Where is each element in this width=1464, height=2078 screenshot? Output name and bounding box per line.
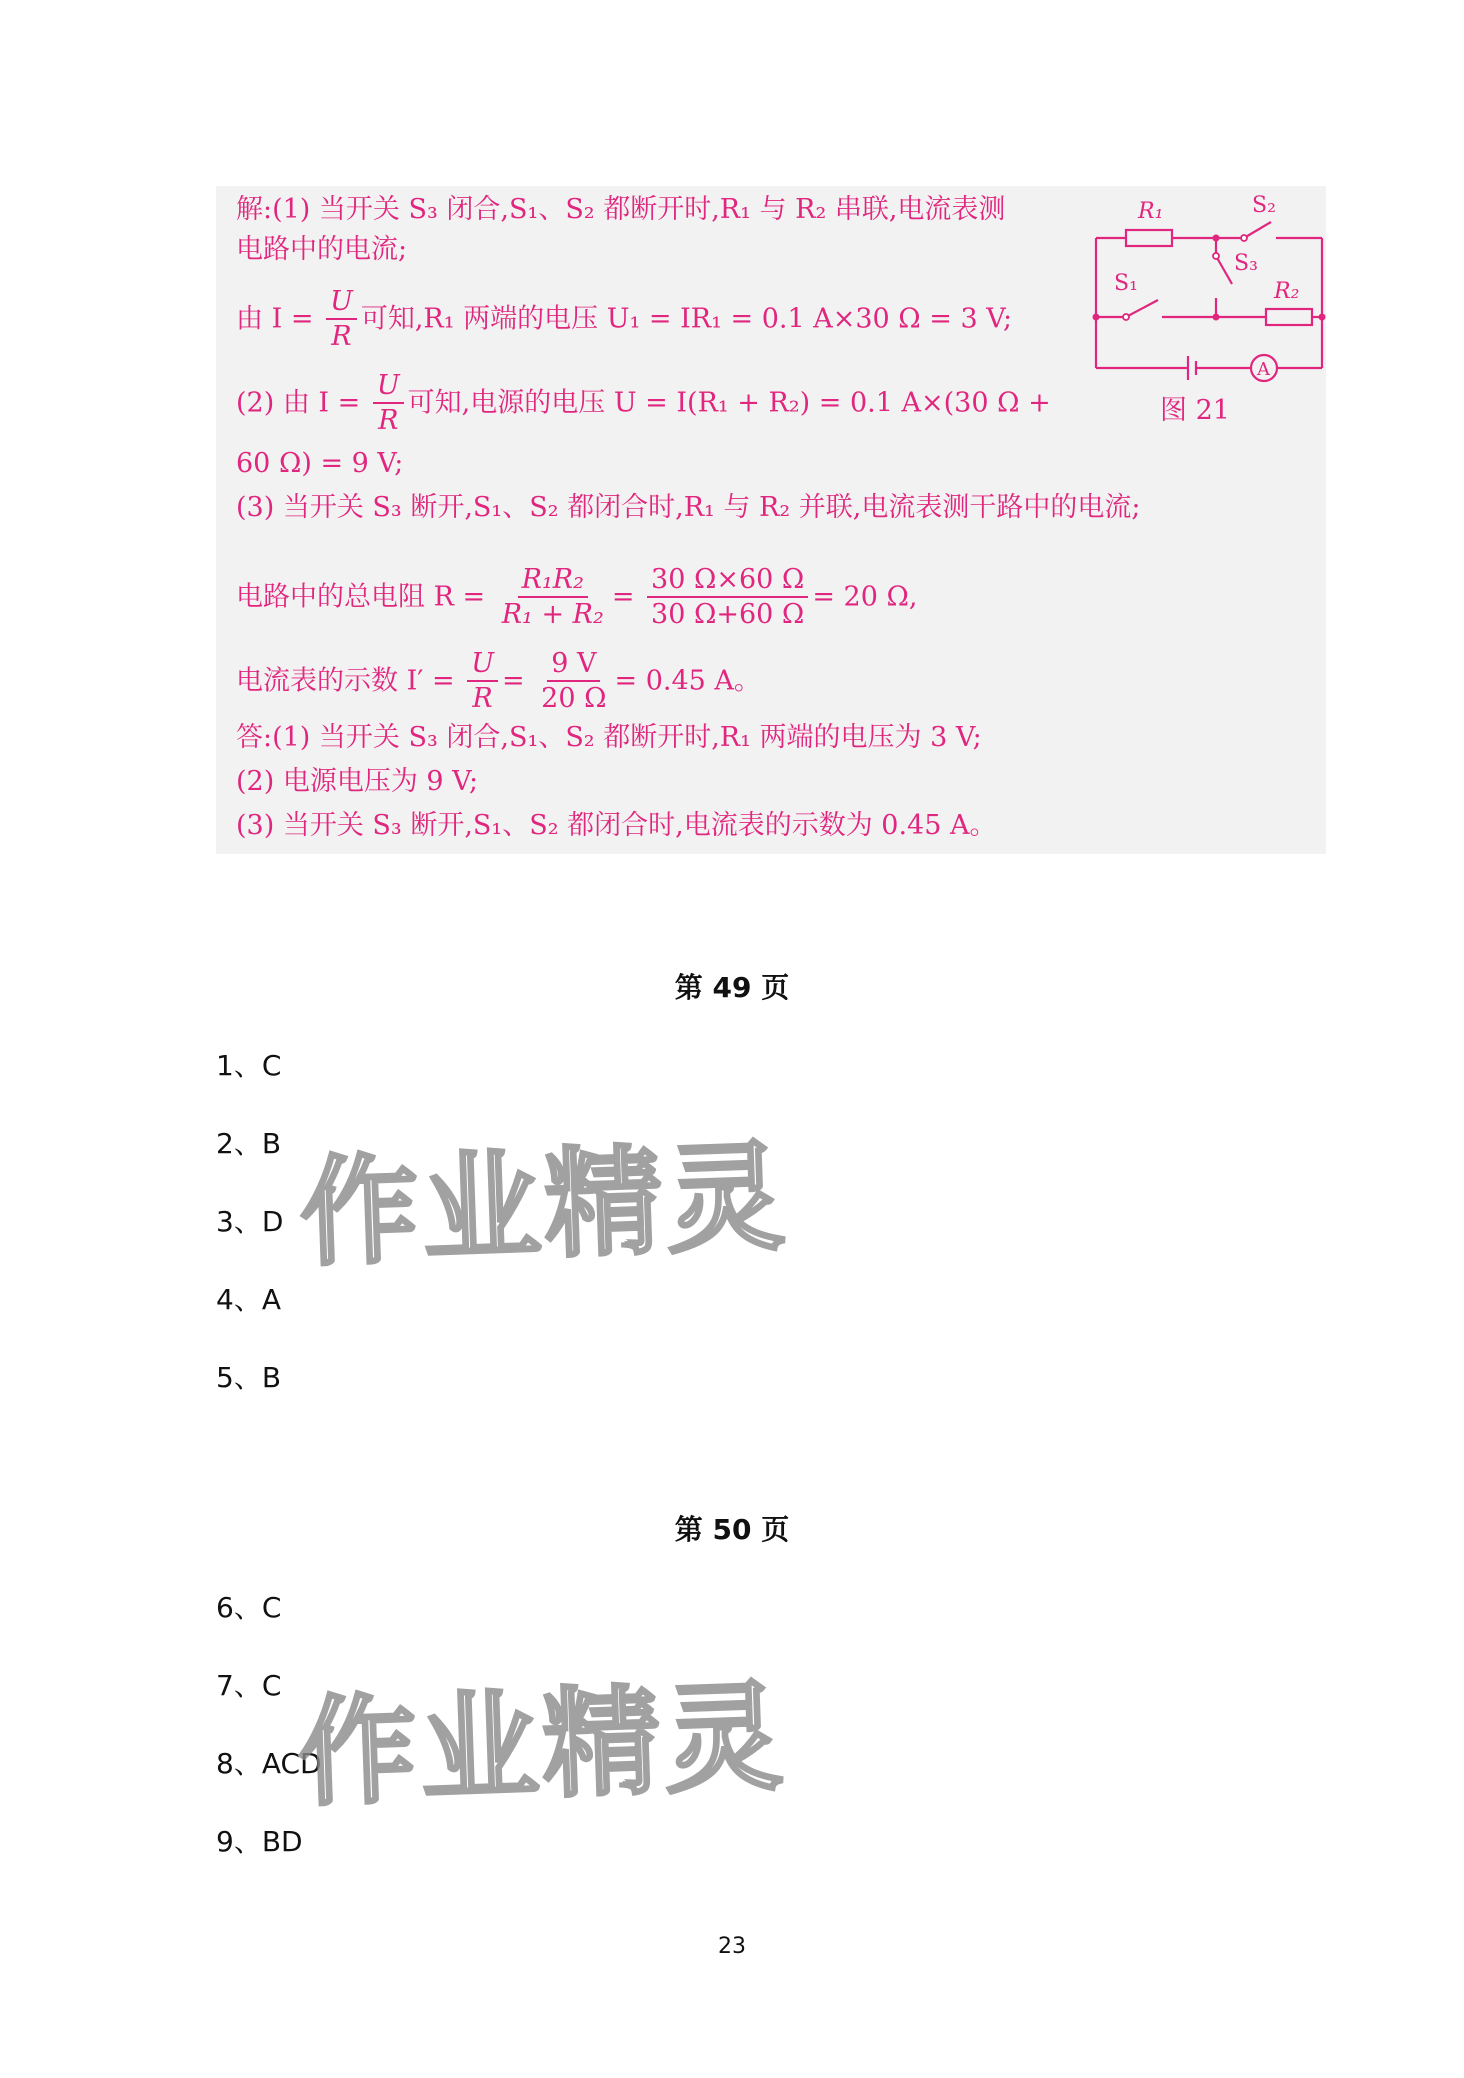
fraction-denominator: R (472, 683, 493, 714)
fraction-denominator: 20 Ω (541, 683, 607, 714)
answer-item: 6、C (216, 1591, 282, 1624)
fraction (537, 648, 610, 716)
solution-line-4 (236, 370, 1051, 438)
solution-line-2: 电路中的电流; (236, 234, 408, 265)
formula-text: = (501, 665, 525, 697)
fraction-denominator: R (378, 405, 399, 436)
page-number: 23 (718, 1934, 746, 1959)
fraction-denominator: 30 Ω+60 Ω (651, 599, 805, 630)
label-r1: R₁ (1138, 199, 1164, 224)
solution-line-11: (3) 当开关 S₃ 断开,S₁、S₂ 都闭合时,电流表的示数为 0.45 A。 (236, 810, 997, 841)
answer-item: 8、ACD (216, 1747, 322, 1780)
formula-text: 由 I = (236, 303, 314, 335)
watermark: 作业精灵 (298, 1127, 791, 1283)
answer-item: 5、B (216, 1361, 282, 1394)
formula-text: 电流表的示数 I′ = (236, 665, 455, 697)
resistor-r1 (1126, 230, 1172, 246)
label-s1: S₁ (1114, 271, 1138, 296)
fraction-numerator: U (373, 370, 404, 404)
solution-line-5: 60 Ω) = 9 V; (236, 448, 404, 479)
solution-line-9: 答:(1) 当开关 S₃ 闭合,S₁、S₂ 都断开时,R₁ 两端的电压为 3 V; (236, 722, 982, 753)
answer-item: 7、C (216, 1669, 282, 1702)
formula-text: 可知,电源的电压 U = I(R₁ + R₂) = 0.1 A×(30 Ω + (407, 387, 1051, 419)
fraction-numerator: U (326, 286, 357, 320)
solution-line-3 (236, 286, 1012, 354)
formula-text: 电路中的总电阻 R = (236, 581, 486, 613)
answer-item: 3、D (216, 1205, 284, 1238)
label-s3: S₃ (1234, 251, 1258, 276)
formula-text: = (611, 581, 635, 613)
answer-item: 4、A (216, 1283, 281, 1316)
resistor-r2 (1266, 309, 1312, 325)
label-s2: S₂ (1252, 193, 1276, 218)
fraction (326, 286, 357, 354)
fraction-denominator: R₁ + R₂ (501, 599, 604, 630)
fraction (498, 564, 608, 632)
battery (1188, 356, 1196, 380)
answer-item: 9、BD (216, 1825, 303, 1858)
label-r2: R₂ (1274, 279, 1300, 304)
fraction-numerator: 9 V (547, 648, 600, 682)
solution-line-1: 解:(1) 当开关 S₃ 闭合,S₁、S₂ 都断开时,R₁ 与 R₂ 串联,电流表测 (236, 194, 1006, 225)
solution-line-8 (236, 648, 761, 716)
formula-text: 可知,R₁ 两端的电压 U₁ = IR₁ = 0.1 A×30 Ω = 3 V; (360, 303, 1013, 335)
formula-text: (2) 由 I = (236, 387, 361, 419)
fraction (647, 564, 808, 632)
formula-text: = 0.45 A。 (614, 665, 761, 697)
solution-line-10: (2) 电源电压为 9 V; (236, 766, 479, 797)
answer-item: 2、B (216, 1127, 282, 1160)
figure-caption: 图 21 (1160, 395, 1230, 426)
fraction-numerator: U (467, 648, 498, 682)
fraction-numerator: 30 Ω×60 Ω (647, 564, 808, 598)
formula-text: = 20 Ω, (812, 581, 918, 613)
fraction (467, 648, 498, 716)
fraction-denominator: R (331, 321, 352, 352)
page-heading-50: 第 50 页 (674, 1513, 790, 1546)
page-heading-49: 第 49 页 (674, 971, 790, 1004)
fraction (373, 370, 404, 438)
fraction-numerator: R₁R₂ (518, 564, 588, 598)
solution-line-6: (3) 当开关 S₃ 断开,S₁、S₂ 都闭合时,R₁ 与 R₂ 并联,电流表测干路中的电流; (236, 492, 1141, 523)
watermark: 作业精灵 (296, 1667, 789, 1823)
answer-item: 1、C (216, 1049, 282, 1082)
solution-line-7 (236, 564, 917, 632)
label-ammeter: A (1257, 359, 1270, 380)
